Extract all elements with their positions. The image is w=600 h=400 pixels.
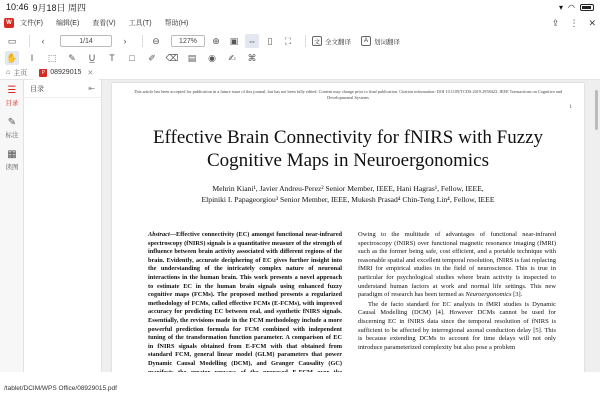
word-translate-button[interactable] [361,36,400,46]
word-translate-icon: A [361,36,371,46]
abstract-body: —Effective connectivity (EC) amongst functional near-infrared spectroscopy (fNIRS) signals is a quantitative measure of the strength of influence between brain activity associated with different regions of the brain. Evidently, accurate deciphering of EC gives further insight into the understanding of the intricately complex nature of neuronal interactions in the human brain. This work presents a novel approach to estimate EC in the human brain signals using enhanced fuzzy cognitive maps (FCMs). The proposed method presents a regularized methodology of FCMs, called effective FCMs (E-FCMs), with improved accuracy for predicting EC between real, and synthetic fNIRS signals. Essentially, the revisions made in the FCM methodology include a more powerful prediction formula for FCM combined with independent tuning of the transformation function parameter. A comparison of EC in fNIRS signals obtained from E-FCM with that obtained from standard FCM, general linear model (GLM) parameters that power Dynamic Causal Modelling (DCM), and Granger Causality (GC) [148,231,342,367]
toolbar-divider [142,35,143,47]
abstract-lead: Abstract [148,231,170,238]
close-icon[interactable]: ✕ [588,17,596,28]
word-translate-label: 划词翻译 [374,38,400,46]
rail-annotation[interactable] [0,112,24,144]
annotation-icon: ✎ [7,117,17,128]
file-path-bar: /tablet/DCIM/WPS Office/08929015.pdf [0,372,600,400]
collapse-panel-icon[interactable]: ⇤ [88,84,95,93]
authors-line-2: Elpiniki I. Papageorgiou³ Senior Member, IEEE, Mukesh Prasad⁴ Chin-Teng Lin⁴, Fellow, IEEE [201,195,495,204]
page-indicator-input[interactable]: 1/14 [60,35,112,47]
side-rail [0,80,24,372]
wps-logo-icon: W [4,18,14,28]
tab-document-label: 08929015 [50,69,82,76]
status-icons [559,3,594,12]
pdf-page [112,83,584,383]
intro-paragraph-1-tail: [3]. [511,291,523,299]
full-translate-label: 全文翻译 [325,38,351,46]
publication-notice: This article has been accepted for publication in a future issue of this journal, but has not been fully edited. Content may change prior to final publication. Citation information: DOI 10.1109/TCDS.2019.2958423, IEEE Transactions on Cognitive and Developmental Systems [133,89,563,100]
share-icon[interactable]: ⇪ [551,17,560,28]
rail-reading-label: 读图 [5,164,19,171]
two-page-icon[interactable]: ▯ [267,35,273,46]
highlight-icon[interactable]: ✎ [68,52,76,63]
tab-bar [0,66,600,80]
paper-authors [132,183,564,205]
vertical-scrollbar[interactable] [595,90,598,130]
pdf-file-icon: P [39,69,47,77]
menu-bar [0,14,600,32]
tab-home-label: 主页 [13,69,28,77]
home-icon: ⌂ [6,69,11,76]
rectangle-select-icon[interactable]: ⬚ [47,52,57,63]
battery-icon [580,4,594,11]
open-folder-icon[interactable]: ▭ [7,35,17,46]
rail-reading[interactable] [0,144,24,176]
menu-edit[interactable]: 编辑(E) [55,20,80,27]
more-icon[interactable]: ⋮ [569,17,579,28]
translate-icon: 文 [312,36,322,46]
toolbar-divider [29,35,30,47]
stamp-icon[interactable]: ◉ [208,52,216,63]
menu-view[interactable]: 查看(V) [92,20,116,27]
signal-icon: ▾ [559,2,564,12]
fit-width-icon[interactable]: ⇔ [245,34,259,48]
intro-paragraph-1-text: Owing to the multitude of advantages of functional near-infrared spectroscopy (fNIRS) over functional magnetic resonance imaging (fMRI) such as the former being safe, cost efficient, and a portable technique with reasonable spatial and excellent temporal resolution, fNIRS is fast replacing fMRI for empirical studies in the field of neuroscience. This is true in particular for psychological studies where brain activity is inspected to understand human factors at work and normal life settings. This new paradigm of research has been termed as [358,231,556,299]
menu-tools[interactable]: 工具(T) [128,20,152,27]
main-toolbar [0,32,600,50]
tab-close-icon[interactable]: ✕ [87,69,94,77]
wifi-icon: ◠ [568,2,575,12]
pen-icon[interactable]: ✐ [148,52,156,63]
toc-title: 目录 [30,85,44,93]
hand-tool-icon[interactable]: ✋ [5,51,19,65]
status-bar [0,0,600,14]
full-translate-button[interactable] [312,36,351,46]
toc-panel [24,80,102,372]
zoom-out-icon[interactable]: ⊖ [152,35,160,46]
zoom-level-input[interactable]: 127% [171,35,205,47]
authors-line-1: Mehrin Kiani¹, Javier Andreu-Perez² Senior Member, IEEE, Hani Hagras¹, Fellow, IEEE, [212,184,484,193]
prev-page-icon[interactable]: ‹ [41,36,45,46]
rail-toc-label: 目录 [5,100,19,107]
image-icon: ▦ [7,149,17,160]
document-viewport[interactable] [102,80,600,372]
rail-annotation-label: 标注 [5,132,19,139]
toc-header [24,80,101,98]
toc-icon: ☰ [7,85,17,96]
neuroergonomics-term: Neuroergonomics [465,291,512,299]
rail-toc[interactable] [0,80,24,112]
menu-help[interactable]: 帮助(H) [164,20,189,27]
fullscreen-icon[interactable]: ⛶ [284,35,292,46]
next-page-icon[interactable]: › [123,36,127,46]
underline-icon[interactable]: U̲ [88,53,96,63]
toolbar-divider [305,35,306,47]
page-number: 1 [569,105,572,110]
status-date: 9月18日 周四 [32,2,87,13]
zoom-in-icon[interactable]: ⊕ [212,35,220,46]
textbox-icon[interactable]: T [109,53,115,63]
select-text-icon[interactable]: I [30,53,34,63]
attach-icon[interactable]: ⌘ [247,52,257,63]
eraser-icon[interactable]: ⌫ [165,52,179,63]
fit-page-icon[interactable]: ▣ [229,35,239,46]
intro-column [358,231,556,352]
intro-paragraph-1 [358,231,556,300]
paper-title: Effective Brain Connectivity for fNIRS with Fuzzy Cognitive Maps in Neuroergonomics [152,127,544,171]
tab-document[interactable] [33,66,99,80]
annotation-toolbar [0,50,600,66]
signature-icon[interactable]: ✍ [228,52,236,63]
note-icon[interactable]: ▤ [187,52,197,63]
intro-paragraph-2: The de facto standard for EC analysis in fMRI studies is Dynamic Causal Modelling (DCM) [4]. However DCMs cannot be used for discerning EC in fNIRS data since the temporal resolution of fNIRS is sufficient to be affected by interregional axonal conduction delay [5]. This is because extending DCMs to account for time delays will not only introduce parameterized complexity but also pose a problem [358,300,556,351]
tab-home[interactable] [0,66,33,80]
status-time: 10:46 [6,2,29,12]
abstract [148,231,342,386]
menu-file[interactable]: 文件(F) [20,20,43,27]
shape-icon[interactable]: □ [129,53,135,63]
